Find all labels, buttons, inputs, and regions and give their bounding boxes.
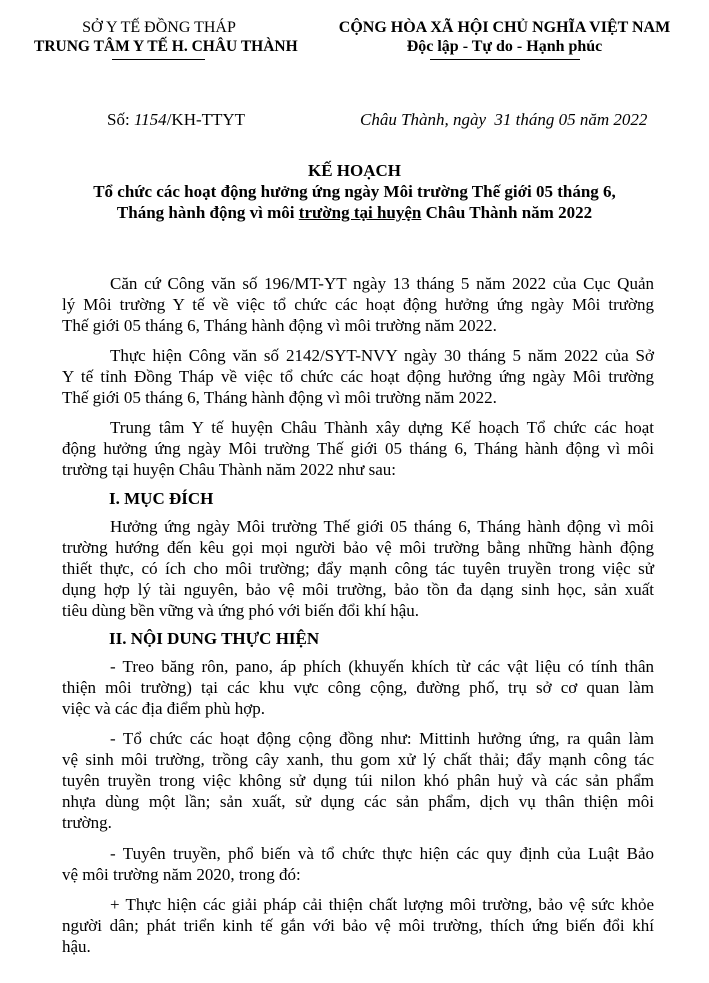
p1-line-2: lý Môi trường Y tế về việc tổ chức các hoạt động hưởng ứng ngày Môi trường [62, 295, 654, 314]
p4-line-5: tiêu dùng bền vững và ứng phó với biến đổi khí hậu. [62, 601, 419, 620]
document-title-line-2 [0, 203, 709, 223]
place-date-prefix: Châu Thành, ngày [360, 110, 487, 129]
p4-line-3: thiết thực, có ích cho môi trường; đẩy mạnh công tác tuyên truyền trong việc sử [62, 559, 654, 578]
national-motto: Độc lập - Tự do - Hạnh phúc [406, 38, 603, 55]
p3-line-2: động hưởng ứng ngày Môi trường Thế giới 05 tháng 6, Tháng hành động vì môi [62, 439, 654, 458]
date-month: 05 [558, 110, 576, 129]
date-day: 31 [494, 110, 512, 129]
p2-line-3: Thế giới 05 tháng 6, Tháng hành động vì môi trường năm 2022. [62, 388, 497, 407]
p1-line-1: Căn cứ Công văn số 196/MT-YT ngày 13 tháng 5 năm 2022 của Cục Quản [110, 274, 654, 293]
p6-line-1: - Tổ chức các hoạt động cộng đồng như: Mittinh hưởng ứng, ra quân làm [110, 729, 654, 748]
document-type: KẾ HOẠCH [307, 161, 402, 180]
p5-line-2: thiện môi trường) tại các khu vực công cộng, đường phố, trụ sở cơ quan làm [62, 678, 654, 697]
doc-number-suffix: /KH-TTYT [166, 110, 246, 129]
section-2-heading: II. NỘI DUNG THỰC HIỆN [109, 629, 320, 648]
p8-line-2: người dân; phát triển kinh tế gắn với bảo vệ môi trường, thích ứng biến đổi khí [62, 916, 654, 935]
document-title-line-1: Tổ chức các hoạt động hưởng ứng ngày Môi trường Thế giới 05 tháng 6, [93, 182, 616, 201]
p4-line-2: trường hướng đến kêu gọi mọi người bảo vệ môi trường bằng những hành động [62, 538, 654, 557]
doc-number-label: Số: [107, 110, 130, 129]
document-number [107, 110, 245, 130]
title-part-a: Tháng hành động vì môi [116, 203, 299, 222]
parent-agency: SỞ Y TẾ ĐỒNG THÁP [82, 19, 236, 36]
motto-underline [430, 59, 580, 60]
doc-number-value: 1154 [133, 110, 167, 129]
p5-line-3: việc và các địa điểm phù hợp. [62, 699, 265, 718]
p7-line-1: - Tuyên truyền, phổ biến và tổ chức thực hiện các quy định của Luật Bảo [110, 844, 654, 863]
country-name: CỘNG HÒA XÃ HỘI CHỦ NGHĨA VIỆT NAM [338, 19, 671, 36]
p8-line-3: hậu. [62, 937, 91, 956]
p3-line-1: Trung tâm Y tế huyện Châu Thành xây dựng Kế hoạch Tổ chức các hoạt [110, 418, 654, 437]
title-part-underlined: trường tại huyện [298, 203, 422, 222]
p4-line-1: Hưởng ứng ngày Môi trường Thế giới 05 tháng 6, Tháng hành động vì môi [110, 517, 654, 536]
section-1-heading: I. MỤC ĐÍCH [109, 489, 214, 508]
p4-line-4: dụng hợp lý tài nguyên, bảo vệ môi trường, bảo tồn đa dạng sinh học, sản xuất [62, 580, 654, 599]
p8-line-1: + Thực hiện các giải pháp cải thiện chất lượng môi trường, bảo vệ sức khỏe [110, 895, 654, 914]
p3-line-3: trường tại huyện Châu Thành năm 2022 như sau: [62, 460, 396, 479]
p6-line-5: trường. [62, 813, 112, 832]
issuing-agency: TRUNG TÂM Y TẾ H. CHÂU THÀNH [34, 38, 298, 55]
p1-line-3: Thế giới 05 tháng 6, Tháng hành động vì môi trường năm 2022. [62, 316, 497, 335]
title-part-c: Châu Thành năm 2022 [421, 203, 593, 222]
year-label: năm 2022 [579, 110, 648, 129]
place-date [360, 110, 647, 130]
p6-line-3: tuyên truyền trong việc không sử dụng túi nilon khó phân huỷ và các sản phẩm [62, 771, 654, 790]
p2-line-1: Thực hiện Công văn số 2142/SYT-NVY ngày 30 tháng 5 năm 2022 của Sở [110, 346, 654, 365]
p2-line-2: Y tế tỉnh Đồng Tháp về việc tổ chức các hoạt động hưởng ứng ngày Môi trường [62, 367, 654, 386]
p6-line-2: vệ sinh môi trường, trồng cây xanh, thu gom xử lý chất thải; đẩy mạnh công tác [62, 750, 654, 769]
p5-line-1: - Treo băng rôn, pano, áp phích (khuyến khích từ các vật liệu có tính thân [110, 657, 654, 676]
agency-underline [112, 59, 205, 60]
month-label: tháng [515, 110, 555, 129]
p6-line-4: nhựa dùng một lần; sản xuất, sử dụng các sản phẩm, dịch vụ thân thiện môi [62, 792, 654, 811]
p7-line-2: vệ môi trường năm 2020, trong đó: [62, 865, 301, 884]
